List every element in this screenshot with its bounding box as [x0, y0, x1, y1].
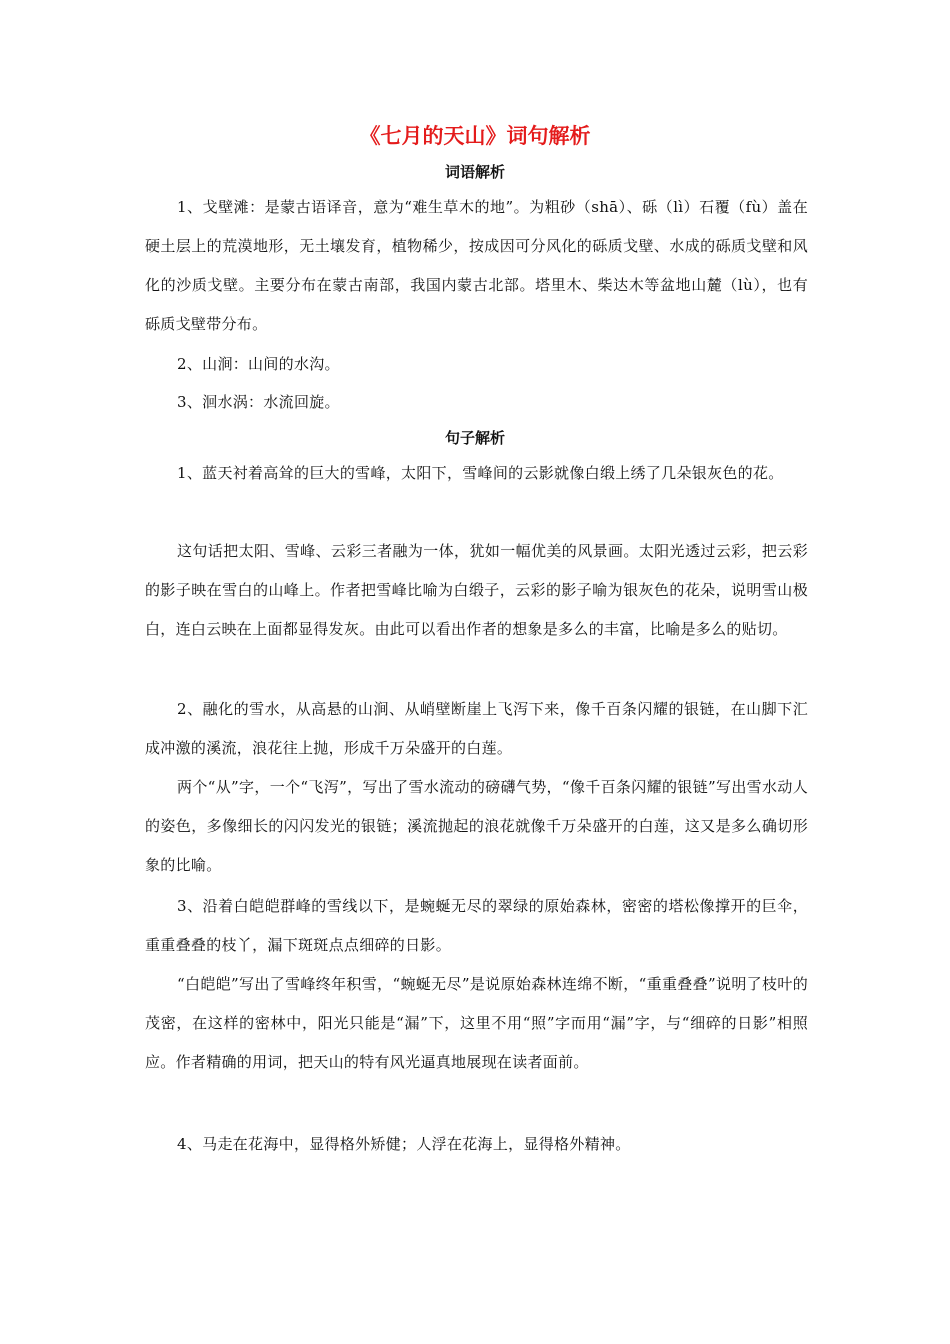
sentence-2: 2、融化的雪水，从高悬的山涧、从峭壁断崖上飞泻下来，像千百条闪耀的银链，在山脚下汇成冲激的溪流，浪花往上抛，形成千万朵盛开的白莲。	[145, 700, 808, 757]
sentence-4: 4、马走在花海中，显得格外矫健；人浮在花海上，显得格外精神。	[177, 1135, 631, 1153]
word-analysis-3: 3、洄水涡：水流回旋。	[177, 393, 340, 411]
section-heading-sentences: 句子解析	[444, 429, 505, 447]
sentence-3-analysis: “白皑皑”写出了雪峰终年积雪，“蜿蜒无尽”是说原始森林连绵不断，“重重叠叠”说明了枝叶的茂密，在这样的密林中，阳光只能是“漏”下，这里不用“照”字而用“漏”字，与“细碎的日影”相照应。作者精确的用词，把天山的特有风光逼真地展现在读者面前。	[145, 975, 808, 1071]
document-title: 《七月的天山》词句解析	[359, 124, 591, 148]
sentence-1: 1、蓝天衬着高耸的巨大的雪峰，太阳下，雪峰间的云影就像白缎上绣了几朵银灰色的花。	[177, 464, 784, 482]
word-analysis-2: 2、山涧：山间的水沟。	[177, 355, 340, 373]
sentence-1-analysis: 这句话把太阳、雪峰、云彩三者融为一体，犹如一幅优美的风景画。太阳光透过云彩，把云彩的影子映在雪白的山峰上。作者把雪峰比喻为白缎子，云彩的影子喻为银灰色的花朵，说明雪山极白，连白云映在上面都显得发灰。由此可以看出作者的想象是多么的丰富，比喻是多么的贴切。	[145, 542, 808, 638]
sentence-3: 3、沿着白皑皑群峰的雪线以下，是蜿蜒无尽的翠绿的原始森林，密密的塔松像撑开的巨伞，重重叠叠的枝丫，漏下斑斑点点细碎的日影。	[145, 897, 808, 954]
section-heading-words: 词语解析	[444, 163, 505, 181]
word-analysis-1: 1、戈壁滩：是蒙古语译音，意为“难生草木的地”。为粗砂（shā）、砾（lì）石覆（fù）盖在硬土层上的荒漠地形，无土壤发育，植物稀少，按成因可分风化的砾质戈壁、水成的砾质戈壁和风化的沙质戈壁。主要分布在蒙古南部，我国内蒙古北部。塔里木、柴达木等盆地山麓（lù），也有砾质戈壁带分布。	[145, 198, 808, 333]
sentence-2-analysis: 两个“从”字，一个“飞泻”，写出了雪水流动的磅礴气势，“像千百条闪耀的银链”写出雪水动人的姿色，多像细长的闪闪发光的银链；溪流抛起的浪花就像千万朵盛开的白莲，这又是多么确切形象的比喻。	[145, 778, 808, 874]
